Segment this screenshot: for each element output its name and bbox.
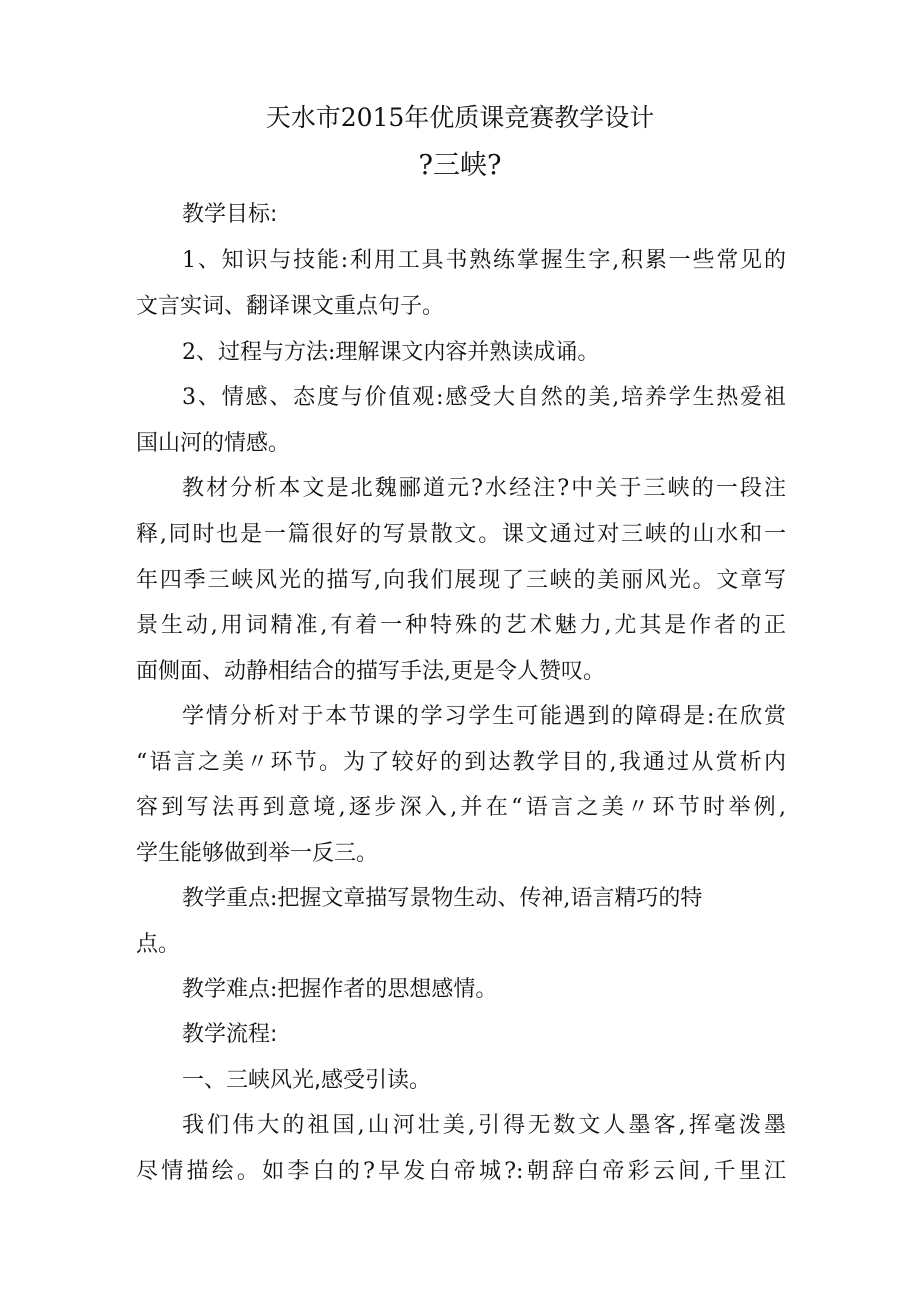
process-heading: 教学流程: bbox=[182, 1022, 278, 1047]
learner-line-3: 容到写法再到意境,逐步深入,并在“语言之美〃环节时举例, bbox=[136, 795, 786, 820]
material-line-2: 释,同时也是一篇很好的写景散文。课文通过对三峡的山水和一 bbox=[136, 522, 786, 547]
goal-3-line-2: 国山河的情感。 bbox=[136, 431, 291, 456]
goal-3-line-1: 3、情感、态度与价值观:感受大自然的美,培养学生热爱祖 bbox=[182, 385, 786, 410]
key-point-line-1 bbox=[182, 884, 762, 914]
process-paragraph-line-1: 我们伟大的祖国,山河壮美,引得无数文人墨客,挥毫泼墨 bbox=[182, 1113, 786, 1138]
learner-line-2: “语言之美〃环节。为了较好的到达教学目的,我通过从赏析内 bbox=[136, 750, 786, 775]
document-title: 天水市2015年优质课竞赛教学设计 bbox=[265, 103, 655, 132]
section-1-heading: 一、三峡风光,感受引读。 bbox=[182, 1068, 431, 1093]
goal-2: 2、过程与方法:理解课文内容并熟读成诵。 bbox=[182, 340, 600, 365]
material-line-3: 年四季三峡风光的描写,向我们展现了三峡的美丽风光。文章写 bbox=[136, 568, 786, 593]
learner-label: 学情分析 bbox=[182, 704, 278, 729]
difficulty-label: 教学难点 bbox=[182, 977, 271, 1002]
goal-1-line-2: 文言实词、翻译课文重点句子。 bbox=[136, 294, 445, 319]
material-line-1 bbox=[182, 474, 786, 504]
learner-line-1 bbox=[182, 702, 786, 732]
material-label: 教材分析 bbox=[182, 476, 279, 501]
key-point-line-2: 点。 bbox=[136, 932, 181, 957]
difficulty-line bbox=[182, 975, 786, 1005]
material-line-5: 面侧面、动静相结合的描写手法,更是令人赞叹。 bbox=[136, 659, 605, 684]
learner-text-1: 对于本节课的学习学生可能遇到的障碍是:在欣赏 bbox=[277, 704, 786, 729]
material-text-1: 本文是北魏郦道元?水经注?中关于三峡的一段注 bbox=[278, 476, 786, 501]
lesson-title: ?三峡? bbox=[418, 150, 502, 181]
goals-heading: 教学目标: bbox=[182, 202, 278, 227]
goal-1-line-1: 1、知识与技能:利用工具书熟练掌握生字,积累一些常见的 bbox=[182, 248, 786, 273]
learner-line-4: 学生能够做到举一反三。 bbox=[136, 841, 379, 866]
key-point-label: 教学重点 bbox=[182, 886, 271, 911]
material-line-4: 景生动,用词精准,有着一种特殊的艺术魅力,尤其是作者的正 bbox=[136, 613, 786, 638]
difficulty-text: :把握作者的思想感情。 bbox=[270, 977, 498, 1002]
key-point-text-1: :把握文章描写景物生动、传神,语言精巧的特 bbox=[270, 886, 703, 911]
process-paragraph-line-2: 尽情描绘。如李白的?早发白帝城?:朝辞白帝彩云间,千里江 bbox=[136, 1159, 786, 1184]
